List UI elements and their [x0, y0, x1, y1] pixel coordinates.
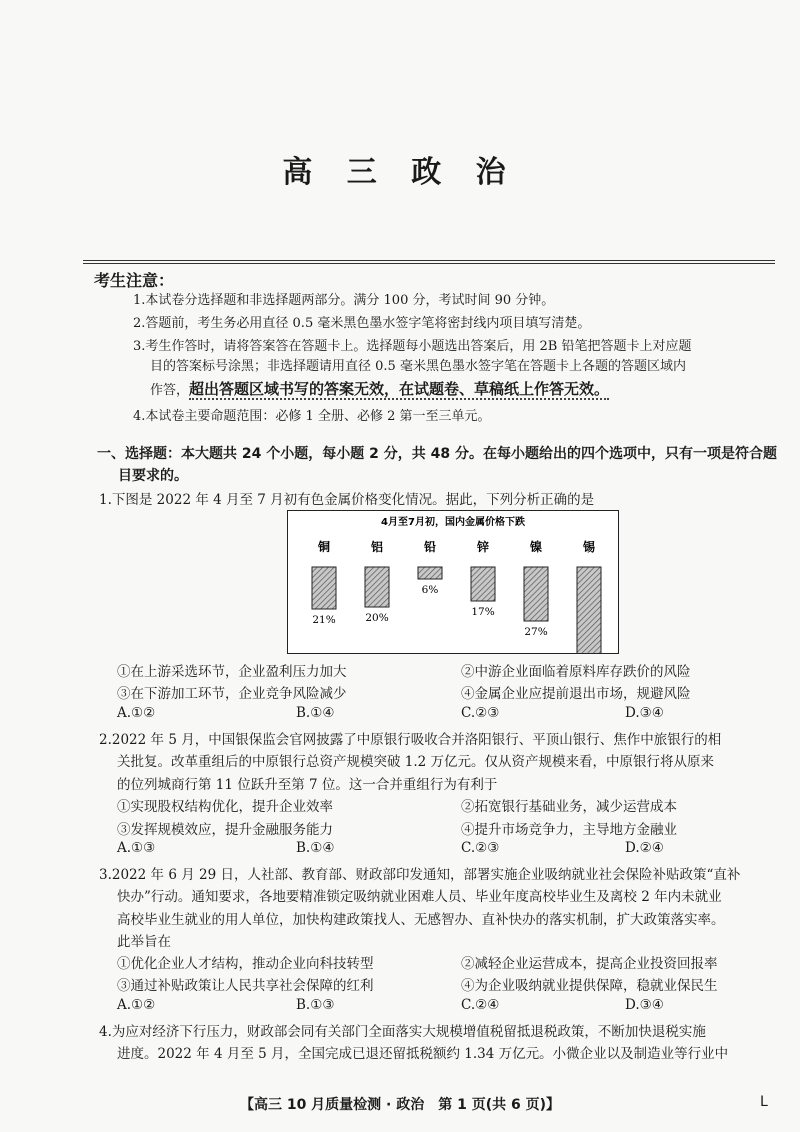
option: ④金属企业应提前退出市场，规避风险 — [461, 686, 691, 702]
chart-value-label: 17% — [471, 606, 495, 618]
choice: C.②④ — [461, 997, 500, 1013]
option: ④提升市场竞争力，主导地方金融业 — [461, 822, 677, 838]
chart-bar — [365, 567, 389, 607]
choice: B.①④ — [296, 705, 335, 721]
chart-canvas — [288, 511, 618, 653]
question-1-stem: 1.下图是 2022 年 4 月至 7 月初有色金属价格变化情况。据此，下列分析正确的是 — [99, 492, 595, 508]
chart-bar — [524, 567, 548, 621]
chart-value-label: 6% — [421, 584, 439, 596]
page-footer: 【高三 10 月质量检测 · 政治 第 1 页(共 6 页)】 — [239, 1097, 561, 1113]
chart-category-label: 铅 — [423, 540, 437, 554]
chart-bar — [418, 567, 442, 579]
chart-category-label: 锡 — [582, 540, 596, 554]
choice: D.②④ — [625, 840, 664, 856]
question-3-line: 3.2022 年 6 月 29 日，人社部、教育部、财政部印发通知，部署实施企业吸纳就业社会保险补贴政策“直补 — [99, 867, 741, 883]
choice: A.①③ — [117, 840, 156, 856]
section-heading-cont: 目要求的。 — [118, 468, 188, 484]
option: ①在上游采选环节，企业盈利压力加大 — [117, 664, 347, 680]
notice-item: 4.本试卷主要命题范围：必修 1 全册、必修 2 第一至三单元。 — [133, 409, 491, 424]
question-3-line: 快办”行动。通知要求，各地要精准锁定吸纳就业困难人员、毕业年度高校毕业生及离校 2 年内未就业 — [117, 889, 722, 905]
chart-category-label: 镍 — [529, 540, 543, 554]
option: ②中游企业面临着原料库存跌价的风险 — [461, 664, 691, 680]
chart-value-label: 20% — [365, 612, 389, 624]
choice: C.②③ — [461, 705, 500, 721]
section-heading: 一、选择题：本大题共 24 个小题，每小题 2 分，共 48 分。在每小题给出的四个选项中，只有一项是符合题 — [97, 446, 777, 462]
question-2-line: 关批复。改革重组后的中原银行总资产规模突破 1.2 万亿元。仅从资产规模来看，中原银行将从原来 — [117, 754, 715, 770]
chart-title: 4月至7月初，国内金属价格下跌 — [381, 517, 525, 528]
question-2-line: 2.2022 年 5 月，中国银保监会官网披露了中原银行吸收合并洛阳银行、平顶山银行、焦作中旅银行的相 — [99, 732, 722, 748]
option: ③发挥规模效应，提升金融服务能力 — [117, 822, 333, 838]
question-4-line: 进度。2022 年 4 月至 5 月，全国完成已退还留抵税额约 1.34 万亿元。小微企业以及制造业等行业中 — [117, 1046, 729, 1062]
notice-item-line — [150, 380, 609, 400]
chart-value-label: 27% — [524, 626, 548, 638]
question-4-line: 4.为应对经济下行压力，财政部会同有关部门全面落实大规模增值税留抵退税政策，不断加快退税实施 — [99, 1024, 706, 1040]
chart-bar — [471, 567, 495, 601]
metal-price-chart — [287, 510, 619, 654]
option: ③通过补贴政策让人民共享社会保障的红利 — [117, 978, 374, 994]
header-rule-top — [83, 260, 775, 261]
notice-item: 目的答案标号涂黑；非选择题请用直径 0.5 毫米黑色墨水签字笔在答题卡上各题的答题区域内 — [150, 359, 686, 374]
notice-item: 1.本试卷分选择题和非选择题两部分。满分 100 分，考试时间 90 分钟。 — [133, 293, 555, 308]
option: ③在下游加工环节，企业竞争风险减少 — [117, 686, 347, 702]
chart-category-label: 铝 — [370, 540, 384, 554]
choice: B.①④ — [296, 840, 335, 856]
chart-value-label: 21% — [312, 614, 336, 626]
notice-item: 2.答题前，考生务必用直径 0.5 毫米黑色墨水签字笔将密封线内项目填写清楚。 — [133, 316, 591, 331]
footer-mark: L — [760, 1094, 768, 1110]
notice-emphasis: 超出答题区域书写的答案无效，在试题卷、草稿纸上作答无效。 — [189, 380, 610, 398]
choice: A.①② — [117, 705, 156, 721]
header-rule-bottom — [83, 263, 775, 264]
notice-item: 作答， — [150, 383, 190, 398]
option: ①优化企业人才结构，推动企业向科技转型 — [117, 956, 374, 972]
choice: D.③④ — [625, 705, 664, 721]
page-title: 高 三 政 治 — [282, 155, 518, 190]
question-2-line: 的位列城商行第 11 位跃升至第 7 位。这一合并重组行为有利于 — [117, 777, 498, 793]
choice: D.③④ — [625, 997, 664, 1013]
choice: C.②③ — [461, 840, 500, 856]
option: ①实现股权结构优化，提升企业效率 — [117, 799, 333, 815]
question-3-line: 高校毕业生就业的用人单位，加快构建政策找人、无感智办、直补快办的落实机制，扩大政策落实率。 — [117, 912, 725, 928]
chart-bar — [312, 567, 336, 609]
option: ②拓宽银行基础业务，减少运营成本 — [461, 799, 677, 815]
choice: B.①③ — [296, 997, 335, 1013]
question-3-line: 此举旨在 — [117, 934, 171, 950]
notice-heading: 考生注意： — [94, 271, 175, 290]
notice-item: 3.考生作答时，请将答案答在答题卡上。选择题每小题选出答案后，用 2B 铅笔把答题卡上对应题 — [133, 339, 692, 354]
choice: A.①② — [117, 997, 156, 1013]
chart-category-label: 铜 — [317, 540, 331, 554]
option: ④为企业吸纳就业提供保障，稳就业保民生 — [461, 978, 718, 994]
chart-category-label: 锌 — [476, 540, 490, 554]
option: ②减轻企业运营成本，提高企业投资回报率 — [461, 956, 718, 972]
chart-bar — [577, 567, 601, 653]
